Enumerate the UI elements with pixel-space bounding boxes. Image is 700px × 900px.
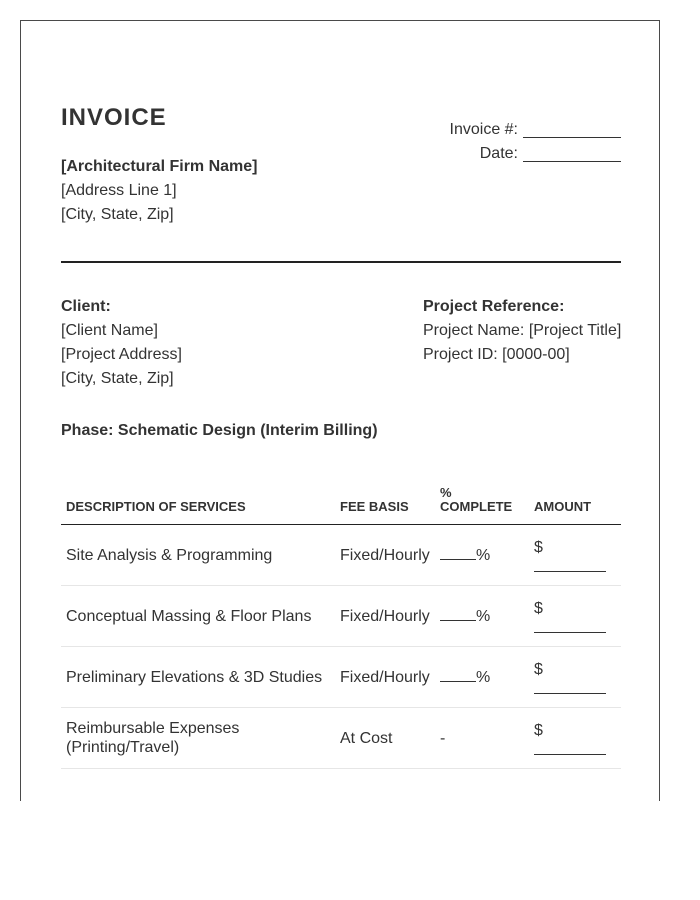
header-description: DESCRIPTION OF SERVICES (61, 479, 335, 525)
amount-blank-field[interactable] (534, 618, 606, 633)
row-percent-complete (435, 586, 529, 647)
invoice-content (61, 21, 621, 801)
date-field[interactable] (523, 143, 621, 162)
project-name: Project Name: [Project Title] (423, 322, 622, 339)
row-description-line2: (Printing/Travel) (66, 739, 180, 756)
row-amount (529, 525, 621, 586)
amount-blank-field[interactable] (534, 557, 606, 572)
row-description (61, 708, 335, 769)
client-name: [Client Name] (61, 322, 158, 339)
header-pct-symbol: % (440, 485, 452, 500)
invoice-meta (450, 118, 621, 166)
header-amount: AMOUNT (529, 479, 621, 525)
row-percent-complete (435, 647, 529, 708)
client-block (61, 295, 182, 391)
header-fee-basis: FEE BASIS (335, 479, 435, 525)
date-row (450, 142, 621, 166)
date-label: Date: (479, 145, 518, 162)
project-id: Project ID: [0000-00] (423, 346, 570, 363)
table-row (61, 525, 621, 586)
phase-title: Phase: Schematic Design (Interim Billing) (61, 422, 378, 439)
row-percent-complete (435, 525, 529, 586)
header-percent-complete (435, 479, 529, 525)
invoice-number-field[interactable] (523, 119, 621, 138)
percent-blank-field[interactable] (440, 606, 476, 621)
currency-symbol: $ (534, 538, 543, 556)
percent-blank-field[interactable] (440, 545, 476, 560)
amount-blank-field[interactable] (534, 679, 606, 694)
project-reference-heading: Project Reference: (423, 298, 565, 315)
row-amount (529, 647, 621, 708)
table-row (61, 647, 621, 708)
row-fee-basis: At Cost (335, 708, 435, 769)
row-percent-complete: - (435, 708, 529, 769)
row-fee-basis: Fixed/Hourly (335, 647, 435, 708)
percent-symbol: % (476, 608, 491, 625)
table-header-row (61, 479, 621, 525)
currency-symbol: $ (534, 721, 543, 739)
project-reference-block (423, 295, 621, 367)
services-table (61, 479, 621, 769)
invoice-number-label: Invoice #: (449, 121, 518, 138)
row-fee-basis: Fixed/Hourly (335, 525, 435, 586)
row-description-line1: Reimbursable Expenses (66, 720, 240, 737)
amount-blank-field[interactable] (534, 740, 606, 755)
row-description: Conceptual Massing & Floor Plans (61, 586, 335, 647)
firm-city-state-zip: [City, State, Zip] (61, 206, 174, 223)
currency-symbol: $ (534, 599, 543, 617)
client-city-state-zip: [City, State, Zip] (61, 370, 174, 387)
invoice-title: INVOICE (61, 104, 167, 131)
firm-block (61, 155, 258, 227)
row-amount (529, 708, 621, 769)
row-fee-basis: Fixed/Hourly (335, 586, 435, 647)
header-divider (61, 261, 621, 263)
table-row (61, 708, 621, 769)
row-description: Preliminary Elevations & 3D Studies (61, 647, 335, 708)
percent-symbol: % (476, 547, 491, 564)
invoice-page (20, 20, 660, 801)
client-heading: Client: (61, 298, 111, 315)
table-row (61, 586, 621, 647)
firm-address-line1: [Address Line 1] (61, 182, 177, 199)
client-address: [Project Address] (61, 346, 182, 363)
firm-name: [Architectural Firm Name] (61, 158, 258, 175)
percent-blank-field[interactable] (440, 667, 476, 682)
invoice-number-row (450, 118, 621, 142)
percent-symbol: % (476, 669, 491, 686)
currency-symbol: $ (534, 660, 543, 678)
row-amount (529, 586, 621, 647)
row-description: Site Analysis & Programming (61, 525, 335, 586)
header-pct-complete: COMPLETE (440, 499, 513, 514)
